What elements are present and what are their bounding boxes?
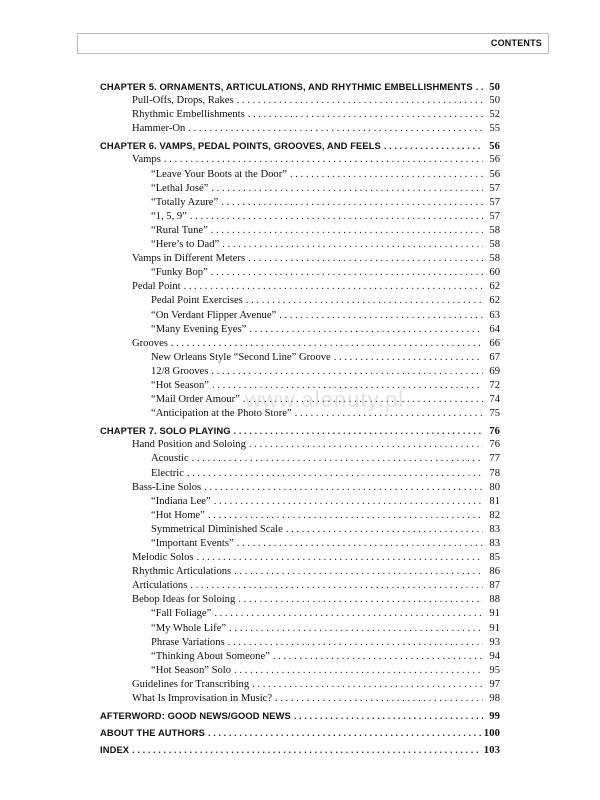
dot-leader — [228, 636, 483, 650]
dot-leader — [237, 94, 483, 108]
page-number: 56 — [489, 168, 500, 180]
entry-title: Melodic Solos — [132, 552, 194, 564]
toc-subsection-entry — [100, 379, 500, 393]
dot-leader — [384, 139, 483, 153]
dot-leader — [211, 182, 483, 196]
page-number: 58 — [489, 224, 500, 236]
toc-section-entry — [100, 153, 500, 167]
toc-section-entry — [100, 108, 500, 122]
table-of-contents — [100, 80, 500, 757]
toc-section-entry — [100, 122, 500, 136]
entry-title: Guidelines for Transcribing — [132, 678, 250, 690]
page-number: 78 — [489, 467, 500, 479]
dot-leader — [243, 393, 483, 407]
toc-subsection-entry — [100, 323, 500, 337]
dot-leader — [234, 424, 483, 438]
dot-leader — [214, 495, 483, 509]
entry-title: Bass-Line Solos — [132, 481, 202, 493]
page-number: 86 — [489, 566, 500, 578]
toc-subsection-entry — [100, 168, 500, 182]
entry-title: “Rural Tune” — [151, 224, 208, 236]
entry-title: ABOUT THE AUTHORS — [100, 727, 205, 739]
toc-subsection-entry — [100, 224, 500, 238]
page-number: 82 — [489, 509, 500, 521]
toc-subsection-entry — [100, 351, 500, 365]
section-title: CONTENTS — [490, 38, 542, 48]
dot-leader — [214, 607, 483, 621]
dot-leader — [248, 108, 483, 122]
dot-leader — [234, 664, 483, 678]
page-number: 85 — [489, 552, 500, 564]
entry-title: “Mail Order Amour” — [151, 394, 240, 406]
toc-section-entry — [100, 692, 500, 706]
page-number: 103 — [483, 745, 500, 757]
entry-title: “Many Evening Eyes” — [151, 323, 247, 335]
toc-section-entry — [100, 579, 500, 593]
entry-title: Pull-Offs, Drops, Rakes — [132, 95, 234, 107]
dot-leader — [184, 280, 483, 294]
entry-title: Pedal Point — [132, 281, 181, 293]
dot-leader — [212, 379, 483, 393]
page-number: 80 — [489, 481, 500, 493]
page-number: 83 — [489, 538, 500, 549]
toc-subsection-entry — [100, 210, 500, 224]
dot-leader — [211, 365, 483, 379]
dot-leader — [208, 509, 483, 523]
dot-leader — [273, 650, 483, 664]
dot-leader — [249, 323, 483, 337]
page-number: 56 — [489, 141, 500, 153]
entry-title: “Here’s to Dad” — [151, 239, 220, 251]
dot-leader — [290, 168, 483, 182]
toc-chapter-entry — [100, 139, 500, 153]
toc-subsection-entry — [100, 238, 500, 252]
toc-chapter-entry — [100, 80, 500, 94]
entry-title: INDEX — [100, 744, 130, 756]
entry-title: Vamps — [132, 154, 161, 166]
page-number: 58 — [489, 239, 500, 251]
toc-section-entry — [100, 678, 500, 692]
entry-title: Electric — [151, 467, 184, 479]
entry-title: “Thinking About Someone” — [151, 650, 270, 662]
page-number: 72 — [489, 379, 500, 391]
dot-leader — [234, 565, 483, 579]
dot-leader — [476, 80, 483, 94]
toc-subsection-entry — [100, 407, 500, 421]
toc-subsection-entry — [100, 664, 500, 678]
entry-title: “Leave Your Boots at the Door” — [151, 168, 287, 180]
toc-subsection-entry — [100, 294, 500, 308]
dot-leader — [190, 210, 483, 224]
entry-title: Bebop Ideas for Soloing — [132, 594, 236, 606]
entry-title: Hand Position and Soloing — [132, 439, 246, 451]
dot-leader — [279, 309, 483, 323]
page-number: 76 — [489, 426, 500, 438]
page-number: 77 — [489, 453, 500, 465]
entry-title: Acoustic — [151, 453, 189, 465]
page-number: 94 — [489, 650, 500, 662]
toc-section-entry — [100, 252, 500, 266]
dot-leader — [249, 438, 483, 452]
page-number: 69 — [489, 365, 500, 377]
toc-section-entry — [100, 280, 500, 294]
dot-leader — [171, 337, 483, 351]
dot-leader — [188, 122, 483, 136]
toc-subsection-entry — [100, 523, 500, 537]
page-number: 55 — [489, 123, 500, 135]
entry-title: “1, 5, 9” — [151, 210, 187, 222]
toc-section-entry — [100, 481, 500, 495]
page-number: 62 — [489, 295, 500, 307]
page-number: 91 — [489, 622, 500, 634]
page-number: 50 — [489, 82, 500, 93]
dot-leader — [211, 266, 483, 280]
entry-title: Pedal Point Exercises — [151, 295, 243, 307]
dot-leader — [187, 467, 483, 481]
page-number: 52 — [489, 109, 500, 121]
dot-leader — [197, 551, 483, 565]
toc-subsection-entry — [100, 607, 500, 621]
dot-leader — [237, 537, 483, 551]
toc-section-entry — [100, 593, 500, 607]
dot-leader — [190, 579, 483, 593]
page-number: 83 — [489, 523, 500, 535]
entry-title: 12/8 Grooves — [151, 365, 209, 377]
dot-leader — [222, 238, 483, 252]
entry-title: “Anticipation at the Photo Store” — [151, 408, 292, 420]
page-number: 57 — [489, 210, 500, 222]
entry-title: CHAPTER 7. SOLO PLAYING — [100, 425, 231, 437]
page-number: 56 — [489, 154, 500, 166]
page-number: 50 — [489, 95, 500, 107]
page-number: 88 — [489, 594, 500, 606]
toc-subsection-entry — [100, 452, 500, 466]
toc-subsection-entry — [100, 365, 500, 379]
entry-title: “Lethal José” — [151, 182, 209, 194]
toc-section-entry — [100, 551, 500, 565]
entry-title: CHAPTER 6. VAMPS, PEDAL POINTS, GROOVES, AND FEELS — [100, 140, 381, 152]
dot-leader — [275, 692, 483, 706]
page-number: 57 — [489, 196, 500, 208]
entry-title: Grooves — [132, 337, 168, 349]
entry-title: “My Whole Life” — [151, 622, 227, 634]
toc-subsection-entry — [100, 467, 500, 481]
toc-subsection-entry — [100, 196, 500, 210]
page-number: 64 — [489, 323, 500, 335]
page-number: 75 — [489, 408, 500, 420]
entry-title: New Orleans Style “Second Line” Groove — [151, 351, 331, 363]
page-number: 87 — [489, 580, 500, 592]
toc-subsection-entry — [100, 309, 500, 323]
page-number: 95 — [489, 664, 500, 676]
page-number: 81 — [489, 495, 500, 507]
entry-title: “Important Events” — [151, 538, 234, 549]
toc-chapter-entry — [100, 709, 500, 723]
page-number: 98 — [489, 693, 500, 705]
dot-leader — [229, 622, 483, 636]
toc-subsection-entry — [100, 495, 500, 509]
entry-title: AFTERWORD: GOOD NEWS/GOOD NEWS — [100, 710, 291, 722]
entry-title: Articulations — [132, 580, 188, 592]
toc-chapter-entry — [100, 424, 500, 438]
dot-leader — [211, 224, 483, 238]
page-number: 76 — [489, 439, 500, 451]
entry-title: “Indiana Lee” — [151, 495, 211, 507]
entry-title: “Hot Home” — [151, 509, 205, 521]
page-number: 66 — [489, 337, 500, 349]
page-number: 62 — [489, 281, 500, 293]
toc-subsection-entry — [100, 509, 500, 523]
dot-leader — [294, 709, 483, 723]
page-number: 97 — [489, 678, 500, 690]
dot-leader — [246, 294, 483, 308]
toc-subsection-entry — [100, 636, 500, 650]
page-number: 67 — [489, 351, 500, 363]
toc-subsection-entry — [100, 393, 500, 407]
dot-leader — [164, 153, 483, 167]
dot-leader — [221, 196, 483, 210]
entry-title: Rhythmic Articulations — [132, 566, 232, 578]
page-number: 99 — [489, 711, 500, 723]
dot-leader — [238, 593, 483, 607]
dot-leader — [208, 726, 481, 740]
entry-title: “Hot Season” — [151, 379, 209, 391]
toc-subsection-entry — [100, 266, 500, 280]
dot-leader — [286, 523, 483, 537]
dot-leader — [204, 481, 483, 495]
running-header — [77, 33, 549, 54]
toc-subsection-entry — [100, 650, 500, 664]
page-number: 91 — [489, 608, 500, 620]
entry-title: “Funky Bop” — [151, 267, 208, 279]
dot-leader — [334, 351, 483, 365]
toc-subsection-entry — [100, 537, 500, 551]
entry-title: What Is Improvisation in Music? — [132, 693, 273, 705]
toc-chapter-entry — [100, 726, 500, 740]
page-number: 57 — [489, 182, 500, 194]
dot-leader — [248, 252, 483, 266]
toc-section-entry — [100, 565, 500, 579]
toc-section-entry — [100, 337, 500, 351]
dot-leader — [132, 743, 481, 757]
entry-title: “Hot Season” Solo — [151, 664, 232, 676]
entry-title: Rhythmic Embellishments — [132, 109, 245, 121]
entry-title: Vamps in Different Meters — [132, 253, 246, 265]
page-number: 63 — [489, 309, 500, 321]
page-number: 93 — [489, 636, 500, 648]
dot-leader — [295, 407, 483, 421]
dot-leader — [192, 452, 483, 466]
toc-section-entry — [100, 438, 500, 452]
toc-subsection-entry — [100, 182, 500, 196]
entry-title: “Fall Foliage” — [151, 608, 212, 620]
dot-leader — [252, 678, 483, 692]
toc-section-entry — [100, 94, 500, 108]
toc-chapter-entry — [100, 743, 500, 757]
entry-title: “Totally Azure” — [151, 196, 219, 208]
entry-title: Hammer-On — [132, 123, 186, 135]
entry-title: “On Verdant Flipper Avenue” — [151, 309, 277, 321]
toc-subsection-entry — [100, 622, 500, 636]
page-number: 100 — [483, 728, 500, 740]
watermark: www.alenuty.pl — [245, 387, 405, 412]
entry-title: CHAPTER 5. ORNAMENTS, ARTICULATIONS, AND RHYTHMIC EMBELLISHMENTS — [100, 81, 473, 92]
entry-title: Phrase Variations — [151, 636, 225, 648]
entry-title: Symmetrical Diminished Scale — [151, 523, 283, 535]
page-number: 60 — [489, 267, 500, 279]
page-number: 74 — [489, 394, 500, 406]
page-number: 58 — [489, 253, 500, 265]
